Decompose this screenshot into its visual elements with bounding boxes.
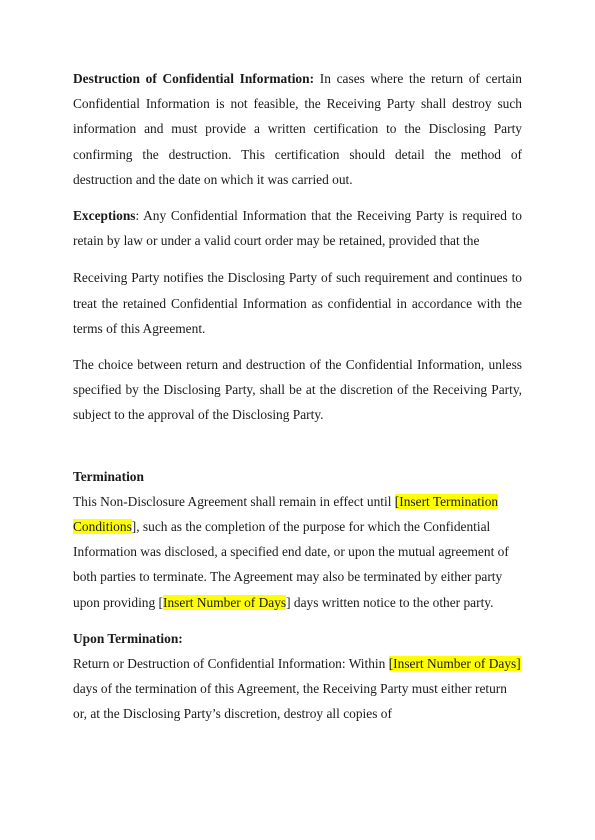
exceptions-paragraph [73, 203, 522, 253]
destruction-paragraph [73, 66, 522, 192]
destruction-label: Destruction of Confidential Information: [73, 71, 315, 86]
termination-text-1: This Non-Disclosure Agreement shall remain in effect until [73, 493, 395, 509]
upon-termination-paragraph [73, 651, 522, 727]
exceptions-label: Exceptions [73, 208, 136, 224]
upon-termination-text-2: days of the termination of this Agreement, the Receiving Party must either return or, at the Disclosing Party’s discretion, destroy all copies of [73, 681, 507, 722]
exceptions-text: : Any Confidential Information that the Receiving Party is required to retain by law or under a valid court order may be retained, provided that the [73, 208, 522, 249]
choice-paragraph: The choice between return and destruction of the Confidential Information, unless specified by the Disclosing Party, shall be at the discretion of the Receiving Party, subject to the approval of the Disclosing Party. [73, 357, 522, 423]
termination-placeholder-conditions: [Insert Termination Conditions [73, 493, 499, 535]
upon-termination-text-1: Return or Destruction of Confidential Information: Within [73, 656, 389, 672]
upon-termination-heading: Upon Termination: [73, 630, 183, 646]
termination-heading: Termination [73, 468, 144, 484]
upon-termination-placeholder-days: [Insert Number of Days] [388, 656, 521, 672]
termination-placeholder-days: Insert Number of Days [163, 594, 287, 610]
exceptions-continuation-paragraph: Receiving Party notifies the Disclosing Party of such requirement and continues to treat the retained Confidential Information as confidential in accordance with the terms of this Agreement. [73, 270, 522, 336]
document-page [73, 66, 522, 727]
destruction-text: In cases where the return of certain Confidential Information is not feasible, the Receiving Party shall destroy such information and must provide a written certification to the Disclosing Party confirming the destruction. This certification should detail the method of destruction and the date on which it was carried out. [73, 71, 522, 187]
termination-paragraph [73, 489, 522, 615]
termination-text-3: ] days written notice to the other party. [286, 594, 494, 610]
termination-text-2: ], such as the completion of the purpose for which the Confidential Information was disclosed, a specified end date, or upon the mutual agreement of both parties to terminate. The Agreement may also be terminated by either party upon providing [ [73, 519, 509, 610]
